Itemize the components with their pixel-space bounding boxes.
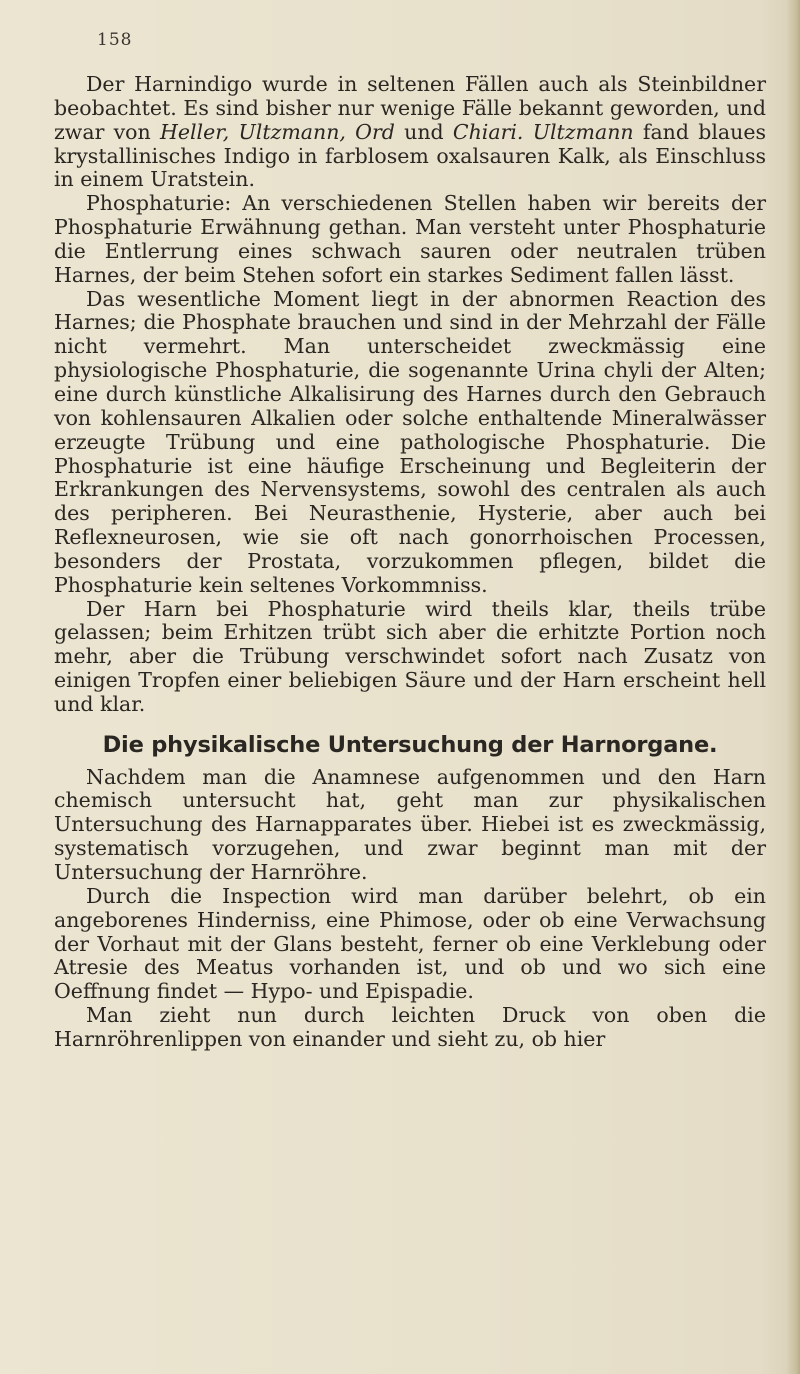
- paragraph-phosphaturie-reaction: Das wesentliche Moment liegt in der abnormen Reaction des Harnes; die Phosphate brauchen und sind in der Mehrzahl der Fälle nicht vermehrt. Man unterscheidet zweckmässig eine physiologische Phosphaturie, die sogenannte Urina chyli der Alten; eine durch künstliche Alkalisirung des Harnes durch den Gebrauch von kohlensauren Alkalien oder solche enthaltende Mineralwässer erzeugte Trübung und eine pathologische Phosphaturie. Die Phosphaturie ist eine häufige Erscheinung und Begleiterin der Erkrankungen des Nervensystems, sowohl des centralen als auch des peripheren. Bei Neurasthenie, Hysterie, aber auch bei Reflexneurosen, wie sie oft nach gonorrhoischen Processen, besonders der Prostata, vorzukommen pflegen, bildet die Phosphaturie kein seltenes Vorkommniss.: [54, 286, 766, 597]
- author-name-italic: Ultzmann: [532, 119, 634, 144]
- paragraph-text: Der Harnindigo wurde in seltenen Fällen auch als Steinbildner beobachtet. Es sind bisher nur wenige Fälle bekannt geworden, und zwar von: [54, 72, 766, 144]
- author-names-italic: Heller, Ultzmann, Ord: [159, 119, 395, 144]
- paragraph-inspection: Durch die Inspection wird man darüber belehrt, ob ein angeborenes Hinderniss, eine Phimose, oder ob eine Verwachsung der Vorhaut mit der Glans besteht, ferner ob eine Verklebung oder Atresie des Meatus vorhanden ist, und ob und wo sich eine Oeffnung findet — Hypo- und Epispadie.: [54, 883, 766, 1004]
- page-edge-shadow: [786, 0, 800, 1374]
- paragraph-phosphaturie-definition: Phosphaturie: An verschiedenen Stellen haben wir bereits der Phosphaturie Erwähnung gethan. Man versteht unter Phosphaturie die Entlerrung eines schwach sauren oder neutralen trüben Harnes, der beim Stehen sofort ein starkes Sediment fallen lässt.: [54, 191, 766, 287]
- author-name-italic: Chiari.: [452, 119, 524, 144]
- page-number: 158: [97, 30, 133, 50]
- paragraph-harnroehrenlippen: Man zieht nun durch leichten Druck von oben die Harnröhrenlippen von einander und sieht zu, ob hier: [54, 1003, 766, 1051]
- section-heading: Die physikalische Untersuchung der Harnorgane.: [102, 731, 718, 758]
- paragraph-anamnese: Nachdem man die Anamnese aufgenommen und den Harn chemisch untersucht hat, geht man zur physikalischen Untersuchung des Harnapparates über. Hiebei ist es zweckmässig, systematisch vorzugehen, und zwar beginnt man mit der Untersuchung der Harnröhre.: [54, 764, 766, 884]
- paragraph-phosphaturie-harn: Der Harn bei Phosphaturie wird theils klar, theils trübe gelassen; beim Erhitzen trübt sich aber die erhitzte Portion noch mehr, aber die Trübung verschwindet sofort nach Zusatz von einigen Tropfen einer beliebigen Säure und der Harn erscheint hell und klar.: [54, 596, 766, 716]
- paragraph-text: [523, 120, 532, 144]
- body-text: [54, 73, 766, 1052]
- paragraph-harnindigo: [54, 73, 766, 192]
- paragraph-text: und: [394, 119, 453, 144]
- paragraph-text: fand blaues krystallinisches Indigo in farblosem oxalsauren Kalk, als Einschluss in einem Uratstein.: [54, 119, 766, 192]
